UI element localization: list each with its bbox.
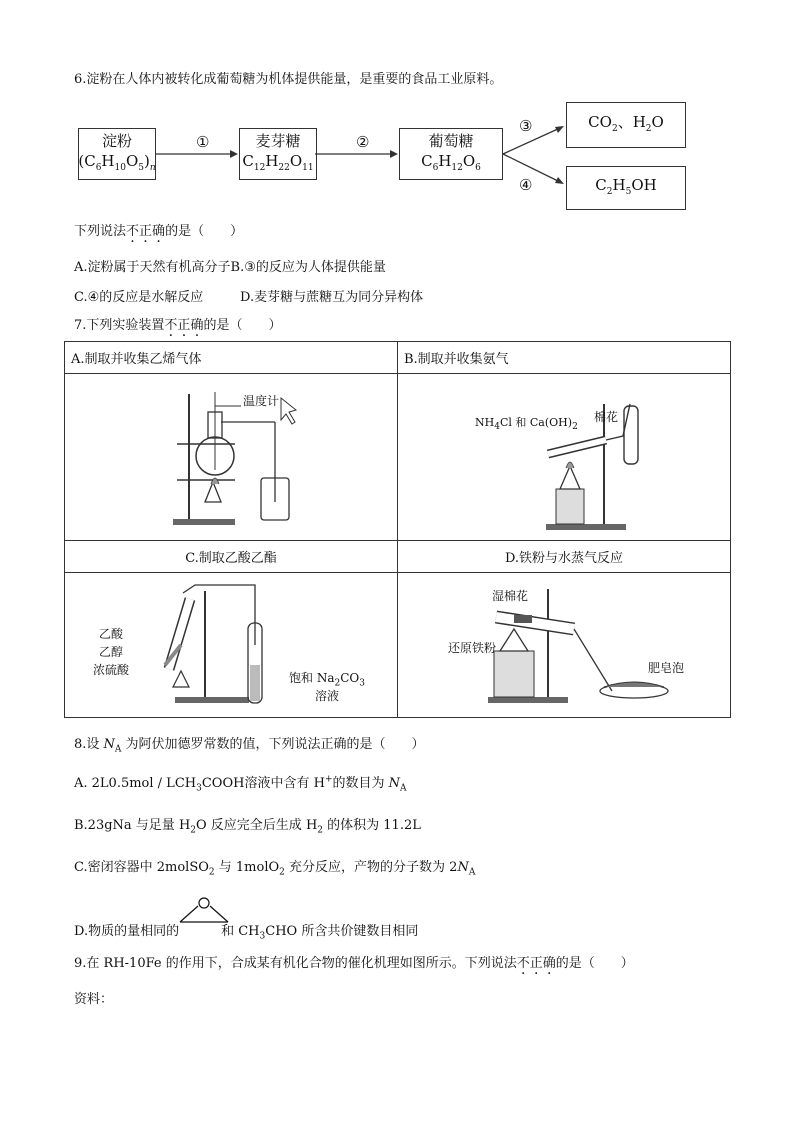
flow-box-ethanol: $C_2H_5OH$ <box>566 166 686 210</box>
q6-option-d: D.麦芽糖与蔗糖互为同分异构体 <box>240 290 424 305</box>
cell-c-label: C.制取乙酸乙酯 <box>65 541 398 573</box>
q6-option-a: A.淀粉属于天然有机高分子 <box>74 260 231 275</box>
cell-d-label: D.铁粉与水蒸气反应 <box>398 541 731 573</box>
flow-box-maltose <box>239 128 317 180</box>
ethylene-apparatus <box>65 374 397 540</box>
q6-option-b: B.③的反应为人体提供能量 <box>230 260 386 275</box>
q7-stem: 7.下列实验装置不正确的是（ ） <box>74 318 282 333</box>
q6-prompt: 下列说法不正确的是（ ） <box>74 224 244 239</box>
flow-step-1: ① <box>196 133 210 151</box>
flow-step-3: ③ <box>519 117 533 135</box>
q9-stem: 9.在 RH-10Fe 的作用下，合成某有机化合物的催化机理如图所示。下列说法不正确的是（ ） <box>74 956 634 971</box>
q8-option-d: D.物质的量相同的 和 $CH_3CHO$ 所含共价键数目相同 <box>74 924 419 942</box>
thermometer-label: 温度计 <box>243 394 280 408</box>
q8-option-c: C.密闭容器中 2molSO$_2$ 与 1molO$_2$ 充分反应，产物的分子数为 $2N_A$ <box>74 860 476 878</box>
q8-option-a: A. $2L0.5mol / LCH_3COOH$溶液中含有 H+的数目为 $N_A$ <box>74 774 407 794</box>
acetic-acid-label: 乙酸 <box>99 627 124 641</box>
ammonia-reagents-label: $NH_4Cl$ 和 $Ca(OH)_2$ <box>475 416 578 433</box>
soap-bubble-label: 肥皂泡 <box>648 661 685 675</box>
sodium-carbonate-label: 饱和 $Na_2CO_3$ <box>289 671 365 689</box>
cell-a-image <box>65 374 398 541</box>
ammonia-apparatus <box>398 374 730 540</box>
flow-step-2: ② <box>356 133 370 151</box>
cell-b-label: B.制取并收集氨气 <box>398 342 731 374</box>
cell-a-label: A.制取并收集乙烯气体 <box>65 342 398 374</box>
cotton-label: 棉花 <box>594 410 619 424</box>
q8-stem: 8.设 $N_A$ 为阿伏加德罗常数的值，下列说法正确的是（ ） <box>74 737 425 755</box>
cell-b-image <box>398 374 731 541</box>
glucose-formula: $C_6H_{12}O_6$ <box>421 151 481 173</box>
solution-label: 溶液 <box>315 689 340 703</box>
q9-reference: 资料： <box>74 992 114 1007</box>
flow-box-starch <box>78 128 156 180</box>
flow-box-co2-h2o: $CO_2$、$H_2O$ <box>566 102 686 148</box>
cell-d-image <box>398 573 731 718</box>
q6-stem: 6.淀粉在人体内被转化成葡萄糖为机体提供能量，是重要的食品工业原料。 <box>74 72 503 87</box>
q8-option-b: B.23gNa 与足量 $H_2O$ 反应完全后生成 $H_2$ 的体积为 11.2L <box>74 818 421 836</box>
cell-c-image <box>65 573 398 718</box>
flow-box-glucose <box>399 128 503 180</box>
iron-powder-label: 还原铁粉 <box>448 641 497 655</box>
glucose-name: 葡萄糖 <box>428 131 474 150</box>
flow-step-4: ④ <box>519 176 533 194</box>
wet-cotton-label: 湿棉花 <box>492 589 529 603</box>
ethanol-label: 乙醇 <box>99 645 124 659</box>
maltose-name: 麦芽糖 <box>255 131 301 150</box>
sulfuric-acid-label: 浓硫酸 <box>93 663 130 677</box>
starch-formula: $(C_6H_{10}O_5)_n$ <box>78 151 156 173</box>
starch-name: 淀粉 <box>101 131 132 150</box>
maltose-formula: $C_{12}H_{22}O_{11}$ <box>242 151 314 173</box>
q7-experiment-table <box>64 341 731 718</box>
q6-options-ab <box>74 256 386 275</box>
q6-option-c: C.④的反应是水解反应 <box>74 290 204 305</box>
